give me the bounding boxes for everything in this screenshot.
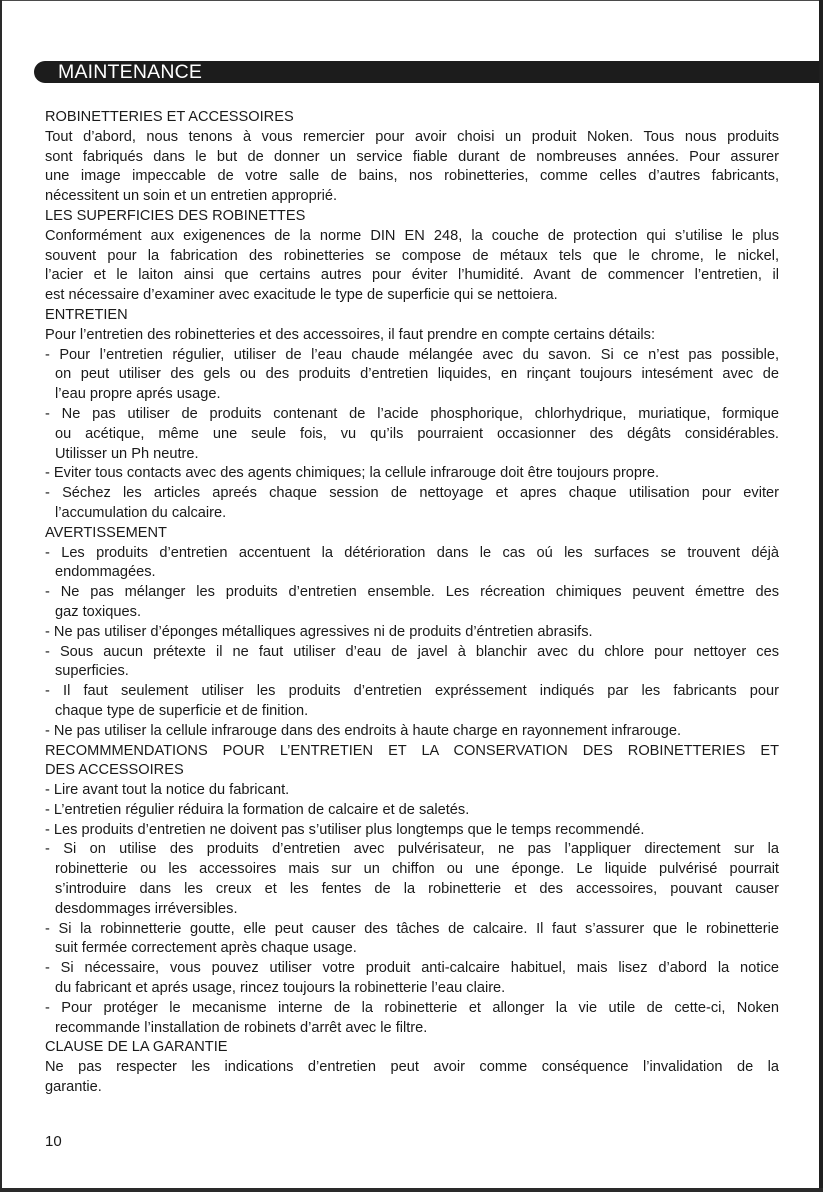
heading-recommandations-cont: DES ACCESSOIRES	[45, 762, 184, 779]
paragraph-line: sont fabriqués dans le but de donner un service fiable durant de nombreuses années. Pour assurer	[45, 148, 779, 165]
list-item-continuation: superficies.	[55, 663, 129, 680]
paragraph-line: souvent pour la fabrication des robinetteries se compose de métaux tels que le chrome, le nickel,	[45, 247, 779, 264]
list-item: - Eviter tous contacts avec des agents chimiques; la cellule infrarouge doit être toujours propre.	[45, 465, 660, 482]
list-item: - Si nécessaire, vous pouvez utiliser votre produit anti-calcaire habituel, mais lisez d’abord la notice	[45, 960, 779, 977]
list-item: - Séchez les articles apreés chaque session de nettoyage et apres chaque utilisation pour eviter	[45, 485, 779, 502]
document-body	[45, 108, 779, 1098]
heading-superficies: LES SUPERFICIES DES ROBINETTES	[45, 207, 306, 224]
list-item-continuation: endommagées.	[55, 564, 156, 581]
list-item-continuation: l’eau propre aprés usage.	[55, 386, 221, 403]
list-item-continuation: on peut utiliser des gels ou des produits d’entretien liquides, en rinçant toujours intesément avec de	[55, 366, 779, 383]
list-item-continuation: s’introduire dans les creux et les fentes de la robinetterie et des accessoires, pouvant causer	[55, 881, 779, 898]
page-number: 10	[45, 1133, 62, 1150]
list-item: - Ne pas utiliser de produits contenant de l’acide phosphorique, chlorhydrique, muriatique, formique	[45, 405, 779, 422]
section-title: MAINTENANCE	[58, 61, 203, 83]
list-item: - Ne pas utiliser d’éponges métalliques agressives ni de produits d’éntretien abrasifs.	[45, 623, 593, 640]
paragraph-line: Pour l’entretien des robinetteries et des accessoires, il faut prendre en compte certains détails:	[45, 326, 656, 343]
frame-bottom-edge	[0, 1188, 823, 1192]
list-item-continuation: robinetterie ou les accessoires mais sur un chiffon ou une éponge. Le liquide pulvérisé pourrait	[55, 861, 779, 878]
paragraph-line: Tout d’abord, nous tenons à vous remercier pour avoir choisi un produit Noken. Tous nous produits	[45, 128, 779, 145]
heading-garantie: CLAUSE DE LA GARANTIE	[45, 1039, 228, 1056]
list-item: - Les produits d’entretien ne doivent pas s’utiliser plus longtemps que le temps recommendé.	[45, 821, 645, 838]
list-item: - Pour protéger le mecanisme interne de la robinetterie et allonger la vie utile de cette-ci, Noken	[45, 999, 779, 1016]
list-item-continuation: Utilisser un Ph neutre.	[55, 445, 199, 462]
list-item-continuation: gaz toxiques.	[55, 603, 141, 620]
heading-robinetteries: ROBINETTERIES ET ACCESSOIRES	[45, 109, 294, 125]
list-item: - Ne pas mélanger les produits d’entretien ensemble. Les récreation chimiques peuvent émettre des	[45, 584, 779, 601]
list-item: - L’entretien régulier réduira la formation de calcaire et de saletés.	[45, 801, 470, 818]
frame-left-edge	[0, 0, 2, 1192]
list-item-continuation: recommande l’installation de robinets d’arrêt avec le filtre.	[55, 1019, 428, 1036]
paragraph-line: Ne pas respecter les indications d’entretien peut avoir comme conséquence l’invalidation de la	[45, 1059, 779, 1076]
frame-top-edge	[0, 0, 823, 1]
paragraph-line: une image impeccable de votre salle de bains, nos robinetteries, comme celles d’autres fabricants,	[45, 168, 779, 185]
heading-avertissement: AVERTISSEMENT	[45, 524, 167, 541]
paragraph-line: est nécessaire d’examiner avec exacitude le type de superficie qui se nettoiera.	[45, 287, 558, 304]
paragraph-line: garantie.	[45, 1079, 102, 1096]
heading-recommandations: RECOMMMENDATIONS POUR L’ENTRETIEN ET LA CONSERVATION DES ROBINETTERIES ET	[45, 742, 779, 759]
list-item: - Ne pas utiliser la cellule infrarouge dans des endroits à haute charge en rayonnement infrarouge.	[45, 722, 682, 739]
list-item: - Lire avant tout la notice du fabricant.	[45, 782, 290, 799]
paragraph-line: Conformément aux exigenences de la norme DIN EN 248, la couche de protection qui s’utilise le plus	[45, 227, 779, 244]
list-item-continuation: desdommages irréversibles.	[55, 900, 238, 917]
heading-entretien: ENTRETIEN	[45, 306, 128, 323]
list-item: - Sous aucun prétexte il ne faut utiliser d’eau de javel à blanchir avec du chlore pour nettoyer ces	[45, 643, 779, 660]
list-item: - Il faut seulement utiliser les produits d’entretien expréssement indiqués par les fabricants pour	[45, 683, 779, 700]
list-item-continuation: chaque type de superficie et de finition.	[55, 702, 309, 719]
list-item: - Les produits d’entretien accentuent la détérioration dans le cas oú les surfaces se trouvent déjà	[45, 544, 779, 561]
paragraph-line: l’acier et le laiton ainsi que certains autres pour éviter l’humidité. Avant de commencer l’entretien, il	[45, 267, 779, 284]
list-item: - Pour l’entretien régulier, utiliser de l’eau chaude mélangée avec du savon. Si ce n’est pas possible,	[45, 346, 779, 363]
frame-right-edge	[819, 0, 823, 1192]
list-item-continuation: suit fermée correctement après chaque usage.	[55, 940, 357, 957]
paragraph-line: nécessitent un soin et un entretien approprié.	[45, 188, 338, 205]
list-item: - Si la robinnetterie goutte, elle peut causer des tâches de calcaire. Il faut s’assurer que le robinetterie	[45, 920, 779, 937]
list-item-continuation: l’accumulation du calcaire.	[55, 504, 227, 521]
list-item-continuation: du fabricant et aprés usage, rincez toujours la robinetterie l’eau claire.	[55, 980, 506, 997]
list-item-continuation: ou acétique, même une seule fois, vu qu’ils pourraient occasionner des dégâts considérables.	[55, 425, 779, 442]
list-item: - Si on utilise des produits d’entretien avec pulvérisateur, ne pas l’appliquer directement sur la	[45, 841, 779, 858]
